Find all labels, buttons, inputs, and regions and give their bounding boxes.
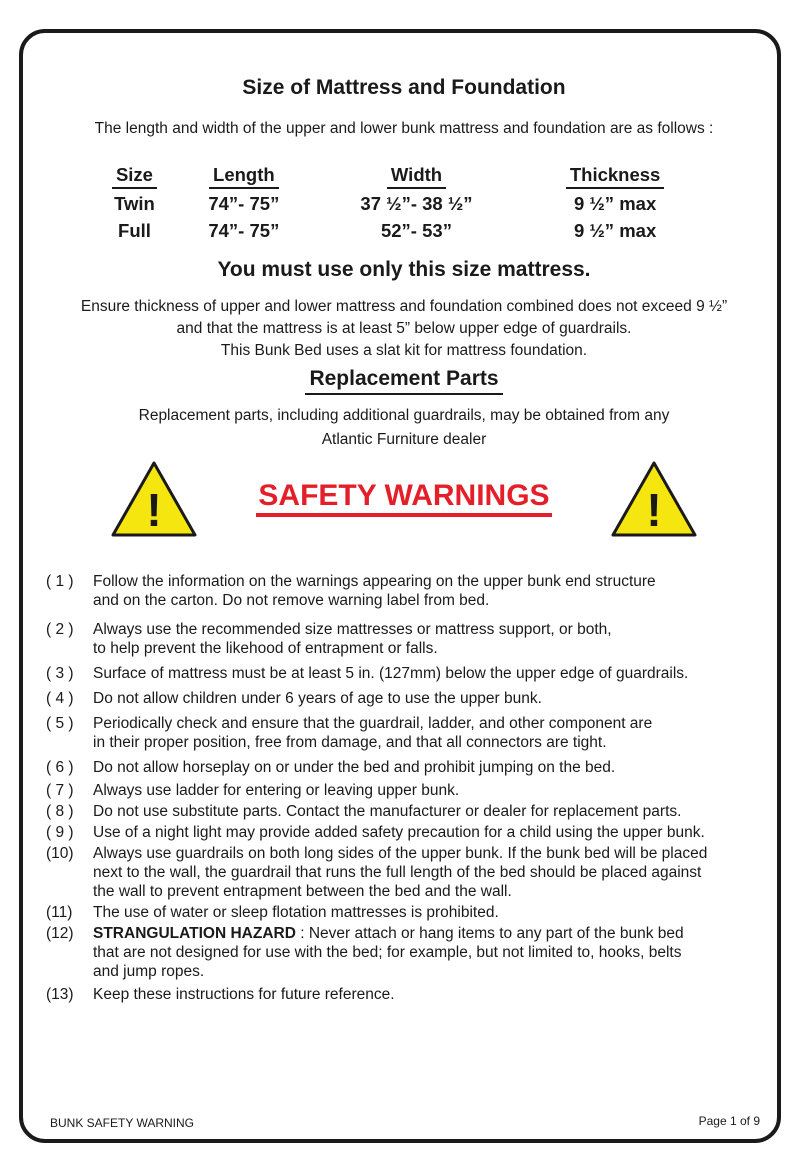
list-item [46, 781, 776, 800]
intro-text: The length and width of the upper and lower bunk mattress and foundation are as follows : [94, 120, 714, 137]
warning-number: ( 4 ) [46, 690, 74, 707]
table-cell: Full [118, 219, 151, 241]
list-item [46, 985, 776, 1004]
list-item [46, 802, 776, 821]
warning-text: Surface of mattress must be at least 5 in. (127mm) below the upper edge of guardrails. [93, 665, 689, 682]
table-header: Length [177, 163, 311, 190]
warning-text: Always use guardrails on both long sides of the upper bunk. If the bunk bed will be placed next to the wall, the guardrail that runs the full length of the bed should be placed against the wall to prevent entrapment between the bed and the wall. [93, 845, 708, 900]
warning-text: The use of water or sleep flotation mattresses is prohibited. [93, 904, 499, 921]
list-item [46, 924, 776, 981]
table-header: Size [92, 163, 177, 190]
list-item [46, 620, 776, 658]
warning-text: Keep these instructions for future reference. [93, 986, 395, 1003]
warning-number: ( 6 ) [46, 759, 74, 776]
table-row [92, 217, 708, 244]
warning-number: (13) [46, 986, 74, 1003]
table-cell: 52”- 53” [380, 219, 452, 241]
replacement-parts-heading: Replacement Parts [0, 367, 808, 395]
warning-number: ( 7 ) [46, 782, 74, 799]
table-header: Thickness [522, 163, 708, 190]
table-header: Width [311, 163, 522, 190]
table-cell: Twin [114, 192, 155, 214]
ensure-paragraph: Ensure thickness of upper and lower mattress and foundation combined does not exceed 9 ½” and that the mattress is at least 5” below upper edge of guardrails. This Bunk Bed uses a slat kit for mattress foundation. [80, 298, 728, 359]
list-item [46, 844, 776, 901]
warning-triangle-icon [610, 460, 698, 538]
mattress-size-table [92, 163, 708, 244]
list-item [46, 823, 776, 842]
list-item [46, 664, 776, 683]
table-row [92, 190, 708, 217]
page-number: Page 1 of 9 [698, 1114, 760, 1128]
list-item [46, 714, 776, 752]
list-item [46, 903, 776, 922]
warning-number: ( 9 ) [46, 824, 74, 841]
safety-warnings-heading: SAFETY WARNINGS [0, 479, 808, 517]
warning-number: ( 2 ) [46, 621, 74, 638]
warning-number: (12) [46, 925, 74, 942]
page-title: Size of Mattress and Foundation [242, 76, 566, 99]
table-cell: 9 ½” max [573, 219, 657, 241]
list-item [46, 689, 776, 708]
warning-text: Follow the information on the warnings appearing on the upper bunk end structure and on the carton. Do not remove warning label from bed. [93, 573, 656, 609]
warning-text: STRANGULATION HAZARD : Never attach or hang items to any part of the bunk bed that are not designed for use with the bed; for example, but not limited to, hooks, belts and jump ropes. [93, 925, 684, 980]
warning-text: Do not allow children under 6 years of age to use the upper bunk. [93, 690, 542, 707]
warning-text: Periodically check and ensure that the guardrail, ladder, and other component are in their proper position, free from damage, and that all connectors are tight. [93, 715, 653, 751]
safety-warnings-list [46, 572, 776, 1004]
warning-number: ( 8 ) [46, 803, 74, 820]
warning-number: (10) [46, 845, 74, 862]
hazard-label: STRANGULATION HAZARD [93, 925, 296, 942]
list-item [46, 572, 776, 610]
table-cell: 74”- 75” [208, 219, 280, 241]
warning-number: ( 3 ) [46, 665, 74, 682]
warning-number: ( 1 ) [46, 573, 74, 590]
warning-text: Use of a night light may provide added safety precaution for a child using the upper bunk. [93, 824, 705, 841]
warning-number: ( 5 ) [46, 715, 74, 732]
list-item [46, 758, 776, 777]
replacement-parts-text: Replacement parts, including additional guardrails, may be obtained from any Atlantic Furniture dealer [138, 407, 670, 448]
footer-label: BUNK SAFETY WARNING [50, 1116, 195, 1130]
svg-text:!: ! [646, 484, 662, 536]
must-use-heading: You must use only this size mattress. [217, 258, 591, 281]
warning-number: (11) [46, 904, 73, 921]
warning-text: Always use ladder for entering or leaving upper bunk. [93, 782, 460, 799]
table-cell: 9 ½” max [573, 192, 657, 214]
table-cell: 74”- 75” [208, 192, 280, 214]
warning-text: Do not use substitute parts. Contact the manufacturer or dealer for replacement parts. [93, 803, 682, 820]
svg-text:!: ! [146, 484, 162, 536]
warning-text: Do not allow horseplay on or under the bed and prohibit jumping on the bed. [93, 759, 616, 776]
table-cell: 37 ½”- 38 ½” [360, 192, 473, 214]
warning-text: Always use the recommended size mattresses or mattress support, or both, to help prevent the likehood of entrapment or falls. [93, 621, 612, 657]
